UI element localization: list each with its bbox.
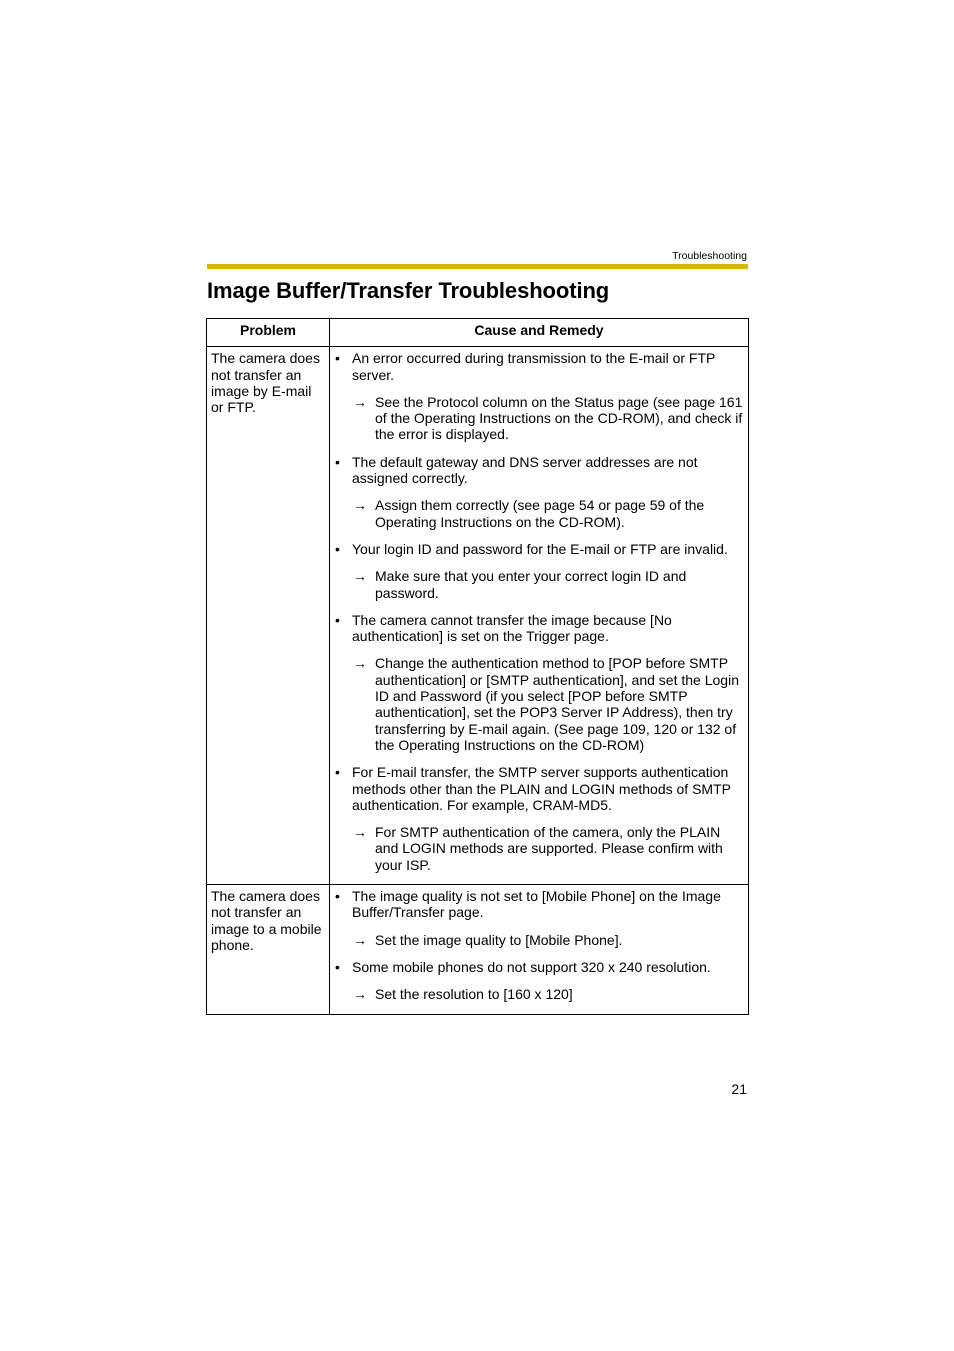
arrow-icon: → (353, 986, 367, 1003)
troubleshooting-table (206, 318, 749, 1015)
arrow-icon: → (353, 393, 367, 410)
table-header-row (207, 319, 749, 347)
cause-text: The default gateway and DNS server addresses are not assigned correctly. (352, 453, 698, 487)
bullet-icon: • (335, 888, 340, 905)
arrow-icon: → (353, 568, 367, 585)
header-rule (207, 264, 748, 269)
cause-text: The camera cannot transfer the image because [No authentication] is set on the Trigger page. (352, 611, 672, 645)
cause-text: Your login ID and password for the E-mail or FTP are invalid. (352, 540, 728, 557)
cause-item (333, 454, 744, 487)
cause-text: An error occurred during transmission to the E-mail or FTP server. (352, 350, 716, 383)
remedy-item (333, 568, 744, 601)
cause-text: Some mobile phones do not support 320 x 240 resolution. (352, 958, 711, 975)
problem-cell: The camera does not transfer an image by E-mail or FTP. (207, 347, 330, 885)
bullet-icon: • (335, 611, 340, 628)
remedy-text: Set the resolution to [160 x 120] (375, 986, 573, 1003)
problem-cell: The camera does not transfer an image to a mobile phone. (207, 885, 330, 1014)
remedy-cell (330, 347, 749, 885)
cause-text: The image quality is not set to [Mobile Phone] on the Image Buffer/Transfer page. (352, 888, 721, 921)
bullet-icon: • (335, 453, 340, 470)
cause-item (333, 612, 744, 645)
cause-item (333, 350, 744, 383)
remedy-item (333, 986, 744, 1002)
remedy-text: For SMTP authentication of the camera, only the PLAIN and LOGIN methods are supported. Please confirm with your ISP. (375, 824, 723, 873)
cause-item (333, 764, 744, 813)
page-title: Image Buffer/Transfer Troubleshooting (207, 278, 610, 303)
header-problem: Problem (207, 319, 330, 347)
section-label: Troubleshooting (672, 250, 747, 262)
cause-item (333, 959, 744, 975)
remedy-item (333, 655, 744, 753)
remedy-text: See the Protocol column on the Status page (see page 161 of the Operating Instructions on the CD-ROM), and check if the error is displayed. (375, 393, 743, 443)
header-cause-and-remedy: Cause and Remedy (330, 319, 749, 347)
bullet-icon: • (335, 350, 340, 367)
remedy-item (333, 824, 744, 873)
cause-item (333, 888, 744, 921)
arrow-icon: → (353, 931, 367, 948)
table-row (207, 885, 749, 1014)
arrow-icon: → (353, 497, 367, 514)
remedy-text: Assign them correctly (see page 54 or page 59 of the Operating Instructions on the CD-ROM). (375, 497, 705, 530)
arrow-icon: → (353, 655, 367, 672)
table-row (207, 347, 749, 885)
remedy-item (333, 394, 744, 443)
page-number: 21 (731, 1081, 747, 1097)
bullet-icon: • (335, 764, 340, 781)
arrow-icon: → (353, 824, 367, 841)
remedy-cell (330, 885, 749, 1014)
remedy-item (333, 932, 744, 948)
bullet-icon: • (335, 958, 340, 975)
bullet-icon: • (335, 540, 340, 557)
remedy-text: Make sure that you enter your correct login ID and password. (375, 568, 687, 601)
remedy-text: Change the authentication method to [POP before SMTP authentication] or [SMTP authentication], and set the Login ID and Password (if you select [POP before SMTP authentication], set the POP3 Server IP Address), then try transferring by E-mail again. (See page 109, 120 or 132 of the Operating Instructions on the CD-ROM) (375, 655, 739, 753)
cause-text: For E-mail transfer, the SMTP server supports authentication methods other than the PLAIN and LOGIN methods of SMTP authentication. For example, CRAM-MD5. (352, 764, 731, 813)
remedy-item (333, 497, 744, 530)
remedy-text: Set the image quality to [Mobile Phone]. (375, 931, 623, 948)
cause-item (333, 541, 744, 557)
